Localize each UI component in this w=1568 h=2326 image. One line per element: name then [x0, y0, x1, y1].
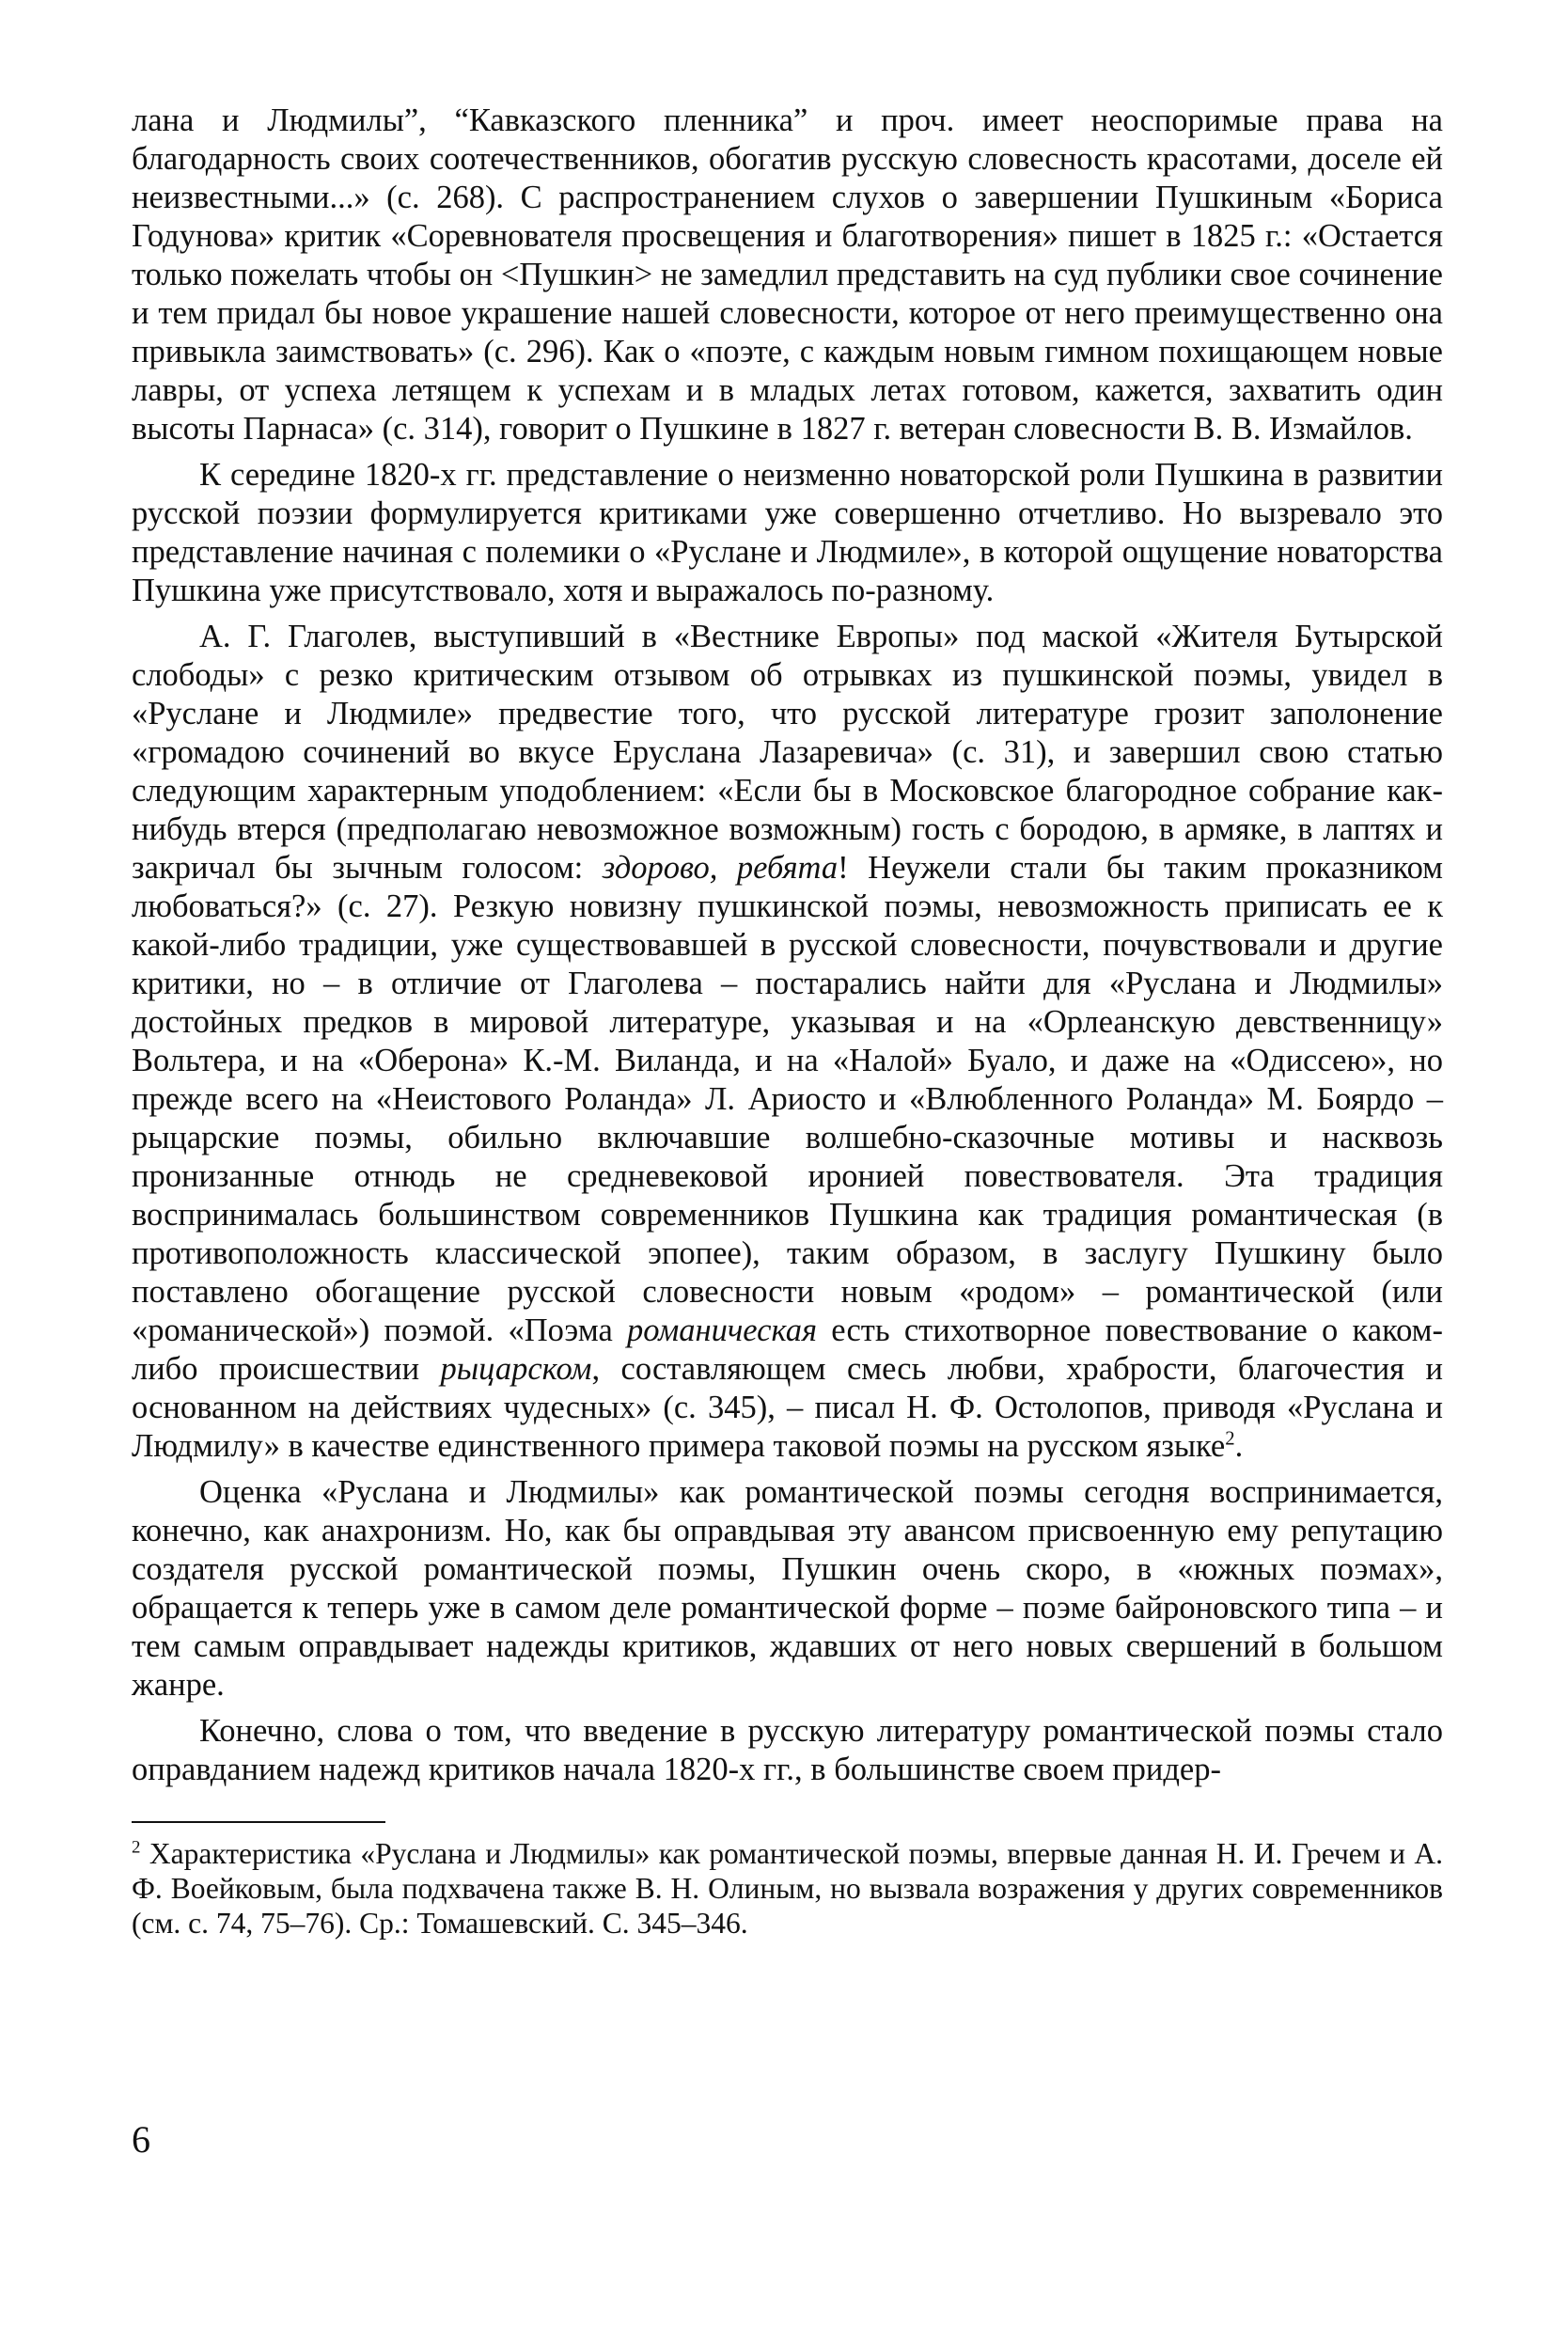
paragraph-3-italic-3: рыцарском	[440, 1351, 592, 1387]
paragraph-3-italic-2: романическая	[627, 1312, 818, 1348]
footnote-marker: 2	[132, 1837, 141, 1858]
footnote-reference: 2	[1225, 1428, 1235, 1450]
paragraph-3-text-b: ! Неужели стали бы таким проказником любоваться?» (с. 27). Резкую новизну пушкинской поэмы, невозможность приписать ее к какой-либо традиции, уже существовавшей в русской словесности, почувствовали и другие критики, но – в отличие от Глаголева – постарались найти для «Руслана и Людмилы» достойных предков в мировой литературе, указывая и на «Орлеанскую девственницу» Вольтера, и на «Оберона» К.-М. Виланда, и на «Налой» Буало, и даже на «Одиссею», но прежде всего на «Неистового Роланда» Л. Ариосто и «Влюбленного Роланда» М. Боярдо – рыцарские поэмы, обильно включавшие волшебно-сказочные мотивы и насквозь пронизанные отнюдь не средневековой иронией повествователя. Эта традиция воспринималась большинством современников Пушкина как традиция романтическая (в противоположность классической эпопее), таким образом, в заслугу Пушкину было поставлено обогащение русской словесности новым «родом» – романтической (или «романической») поэмой. «Поэма	[132, 850, 1444, 1348]
paragraph-3-text-c: есть стихотворное повествование о каком-либо происшествии	[132, 1312, 1443, 1387]
page-number: 6	[132, 2118, 150, 2161]
footnote-divider	[132, 1821, 385, 1823]
footnote	[132, 1836, 1443, 1941]
paragraph-4: Оценка «Руслана и Людмилы» как романтической поэмы сегодня воспринимается, конечно, как анахронизм. Но, как бы оправдывая эту авансом присвоенную ему репутацию создателя русской романтической поэмы, Пушкин очень скоро, в «южных поэмах», обращается к теперь уже в самом деле романтической форме – поэме байроновского типа – и тем самым оправдывает надежды критиков, ждавших от него новых свершений в большом жанре.	[132, 1474, 1443, 1703]
paragraph-1: лана и Людмилы”, “Кавказского пленника” и проч. имеет неоспоримые права на благодарность своих соотечественников, обогатив русскую словесность красотами, доселе ей неизвестными...» (с. 268). С распространением слухов о завершении Пушкиным «Бориса Годунова» критик «Соревнователя просвещения и благотворения» пишет в 1825 г.: «Остается только пожелать чтобы он <Пушкин> не замедлил представить на суд публики свое сочинение и тем придал бы новое украшение нашей словесности, которое от него преимущественно она привыкла заимствовать» (с. 296). Как о «поэте, с каждым новым гимном похищающем новые лавры, от успеха летящем к успехам и в младых летах готовом, кажется, захватить один высоты Парнаса» (с. 314), говорит о Пушкине в 1827 г. ветеран словесности В. В. Измайлов.	[132, 102, 1443, 447]
paragraph-5: Конечно, слова о том, что введение в русскую литературу романтической поэмы стало оправданием надежд критиков начала 1820-х гг., в большинстве своем придер-	[132, 1713, 1443, 1787]
paragraph-3-text-e: .	[1234, 1428, 1244, 1464]
paragraph-3-text-a: А. Г. Глаголев, выступивший в «Вестнике Европы» под маской «Жителя Бутырской слободы» с резко критическим отзывом об отрывках из пушкинской поэмы, увидел в «Руслане и Людмиле» предвестие того, что русской литературе грозит заполонение «громадою сочинений во вкусе Еруслана Лазаревича» (с. 31), и завершил свою статью следующим характерным уподоблением: «Если бы в Московское благородное собрание как-нибудь втерся (предполагаю невозможное возможным) гость с бородою, в армяке, в лаптях и закричал бы зычным голосом:	[132, 619, 1443, 886]
paragraph-3	[132, 618, 1443, 1466]
paragraph-3-text-d: , составляющем смесь любви, храбрости, благочестия и основанном на действиях чудесных» (с. 345), – писал Н. Ф. Остолопов, приводя «Руслана и Людмилу» в качестве единственного примера таковой поэмы на русском языке	[132, 1351, 1443, 1464]
paragraph-2: К середине 1820-х гг. представление о неизменно новаторской роли Пушкина в развитии русской поэзии формулируется критиками уже совершенно отчетливо. Но вызревало это представление начиная с полемики о «Руслане и Людмиле», в которой ощущение новаторства Пушкина уже присутствовало, хотя и выражалось по-разному.	[132, 457, 1443, 608]
footnote-text: Характеристика «Руслана и Людмилы» как романтической поэмы, впервые данная Н. И. Гречем и А. Ф. Воейковым, была подхвачена также В. Н. Олиным, но вызвала возражения у других современников (см. с. 74, 75–76). Ср.: Томашевский. С. 345–346.	[132, 1837, 1443, 1940]
page-body	[132, 102, 1443, 1941]
paragraph-3-italic-1: здорово, ребята	[602, 850, 839, 886]
